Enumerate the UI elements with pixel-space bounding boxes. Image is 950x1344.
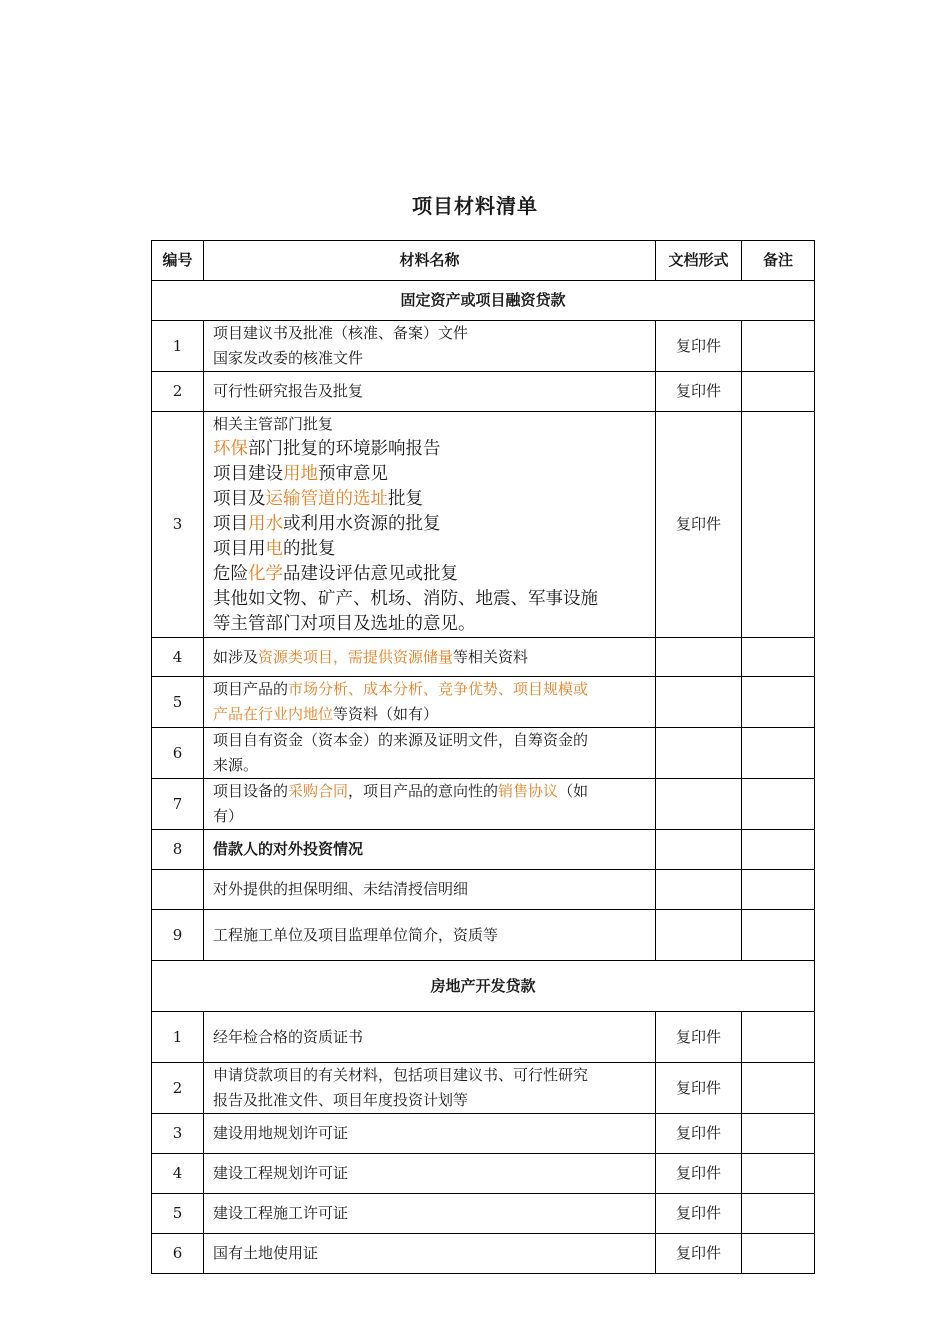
row-name-line: 有） [213, 807, 244, 825]
row-note [742, 870, 815, 910]
highlight-text: 采购合同 [288, 782, 349, 800]
page-title: 项目材料清单 [412, 194, 538, 218]
table-row [152, 779, 815, 830]
row-num: 4 [152, 1154, 204, 1194]
row-num: 5 [152, 1194, 204, 1234]
row-name-line [213, 702, 649, 727]
row-note [742, 372, 815, 412]
row-name-line: 相关主管部门批复 [213, 415, 334, 433]
header-num: 编号 [152, 241, 204, 281]
highlight-text: 运输管道的选址 [265, 489, 388, 509]
row-note [742, 1154, 815, 1194]
row-name-text: 项目用 [213, 539, 266, 559]
row-name-text: 项目 [213, 514, 248, 534]
row-name-line: 等主管部门对项目及选址的意见。 [213, 614, 476, 634]
row-name [204, 321, 656, 372]
highlight-text: 化学 [248, 564, 283, 584]
table-row [152, 728, 815, 779]
row-note [742, 412, 815, 638]
row-note [742, 910, 815, 961]
row-name-text: 如涉及 [213, 647, 259, 666]
row-note [742, 830, 815, 870]
row-num: 7 [152, 779, 204, 830]
row-note [742, 321, 815, 372]
row-note [742, 779, 815, 830]
row-name-text: （如 [558, 782, 589, 800]
row-num: 3 [152, 412, 204, 638]
table-row [152, 372, 815, 412]
material-table [151, 240, 815, 1274]
row-name-text: 部门批复的环境影响报告 [248, 439, 441, 459]
row-name-line: 国家发改委的核准文件 [213, 349, 364, 367]
highlight-text: 销售协议 [498, 782, 559, 800]
table-row [152, 1012, 815, 1063]
row-note [742, 638, 815, 677]
section-row [152, 281, 815, 321]
header-form: 文档形式 [656, 241, 742, 281]
highlight-text: 电 [265, 539, 283, 559]
row-name-line [213, 462, 649, 487]
row-name: 经年检合格的资质证书 [204, 1012, 656, 1063]
row-name-text: 批复 [388, 489, 423, 509]
row-form: 复印件 [656, 1194, 742, 1234]
row-num: 2 [152, 372, 204, 412]
highlight-text: 市场分析、成本分析、竞争优势、项目规模或 [288, 680, 589, 698]
row-num: 6 [152, 1234, 204, 1274]
highlight-text: 用地 [283, 464, 318, 484]
row-name [204, 779, 656, 830]
row-form [656, 728, 742, 779]
row-name-text: 或利用水资源的批复 [283, 514, 441, 534]
row-num: 9 [152, 910, 204, 961]
highlight-text: 用水 [248, 514, 283, 534]
row-form: 复印件 [656, 1063, 742, 1114]
table-header-row [152, 241, 815, 281]
row-name [204, 677, 656, 728]
row-name-line [213, 487, 649, 512]
row-name-line: 报告及批准文件、项目年度投资计划等 [213, 1091, 469, 1109]
row-name-text: 项目建设 [213, 464, 283, 484]
row-form [656, 779, 742, 830]
row-form: 复印件 [656, 372, 742, 412]
table-row [152, 910, 815, 961]
row-num: 2 [152, 1063, 204, 1114]
row-name-line: 其他如文物、矿产、机场、消防、地震、军事设施 [213, 589, 598, 609]
highlight-text: 资源类项目，需提供资源储量 [258, 647, 454, 666]
row-name-line: 来源。 [213, 756, 259, 774]
row-name-line [213, 677, 649, 702]
table-row [152, 1063, 815, 1114]
row-form [656, 910, 742, 961]
table-row [152, 638, 815, 677]
row-form [656, 870, 742, 910]
row-name-line [213, 779, 649, 804]
row-name: 国有土地使用证 [204, 1234, 656, 1274]
row-form [656, 830, 742, 870]
highlight-text: 环保 [213, 439, 248, 459]
row-num: 3 [152, 1114, 204, 1154]
row-note [742, 1194, 815, 1234]
row-num: 4 [152, 638, 204, 677]
header-name: 材料名称 [204, 241, 656, 281]
row-name-text: 预审意见 [318, 464, 388, 484]
table-row [152, 412, 815, 638]
row-name-line [213, 437, 649, 462]
row-name-line: 申请贷款项目的有关材料，包括项目建议书、可行性研究 [213, 1066, 589, 1084]
row-name: 对外提供的担保明细、未结清授信明细 [204, 870, 656, 910]
row-name: 建设用地规划许可证 [204, 1114, 656, 1154]
header-note: 备注 [742, 241, 815, 281]
row-name-text: 项目设备的 [213, 782, 289, 800]
row-name: 工程施工单位及项目监理单位简介，资质等 [204, 910, 656, 961]
row-note [742, 1234, 815, 1274]
row-name-line [213, 512, 649, 537]
table-row [152, 677, 815, 728]
row-name-text: 项目及 [213, 489, 266, 509]
row-name-line: 项目建议书及批准（核准、备案）文件 [213, 324, 469, 342]
row-name-text: 等相关资料 [453, 647, 529, 666]
row-note [742, 728, 815, 779]
row-num: 1 [152, 1012, 204, 1063]
row-name-text: ，项目产品的意向性的 [348, 782, 499, 800]
row-num: 5 [152, 677, 204, 728]
table-row [152, 830, 815, 870]
row-name [204, 372, 656, 412]
row-name-line [213, 537, 649, 562]
highlight-text: 产品在行业内地位 [213, 705, 334, 723]
row-num [152, 870, 204, 910]
row-name-line [213, 645, 649, 670]
row-name: 建设工程规划许可证 [204, 1154, 656, 1194]
row-name-line [213, 562, 649, 587]
section-row [152, 961, 815, 1012]
table-row [152, 870, 815, 910]
table-row [152, 1154, 815, 1194]
row-name [204, 638, 656, 677]
row-name: 借款人的对外投资情况 [204, 830, 656, 870]
row-form [656, 677, 742, 728]
table-row [152, 1194, 815, 1234]
row-name-text: 的批复 [283, 539, 336, 559]
row-note [742, 1063, 815, 1114]
table-row [152, 1114, 815, 1154]
row-name-line: 项目自有资金（资本金）的来源及证明文件，自筹资金的 [213, 731, 589, 749]
row-form: 复印件 [656, 1114, 742, 1154]
table-row [152, 321, 815, 372]
row-name-text: 危险 [213, 564, 248, 584]
row-name [204, 412, 656, 638]
section-title: 房地产开发贷款 [152, 961, 815, 1012]
row-name-line: 可行性研究报告及批复 [213, 382, 364, 400]
section-title: 固定资产或项目融资贷款 [152, 281, 815, 321]
row-name [204, 1063, 656, 1114]
row-form [656, 638, 742, 677]
row-form: 复印件 [656, 412, 742, 638]
row-note [742, 1114, 815, 1154]
row-name [204, 728, 656, 779]
row-note [742, 677, 815, 728]
row-num: 8 [152, 830, 204, 870]
row-name-text: 品建设评估意见或批复 [283, 564, 458, 584]
row-form: 复印件 [656, 1234, 742, 1274]
row-name-text: 等资料（如有） [333, 705, 439, 723]
row-name-text: 项目产品的 [213, 680, 289, 698]
row-form: 复印件 [656, 321, 742, 372]
row-form: 复印件 [656, 1154, 742, 1194]
row-num: 1 [152, 321, 204, 372]
row-name: 建设工程施工许可证 [204, 1194, 656, 1234]
table-row [152, 1234, 815, 1274]
row-note [742, 1012, 815, 1063]
row-form: 复印件 [656, 1012, 742, 1063]
row-num: 6 [152, 728, 204, 779]
